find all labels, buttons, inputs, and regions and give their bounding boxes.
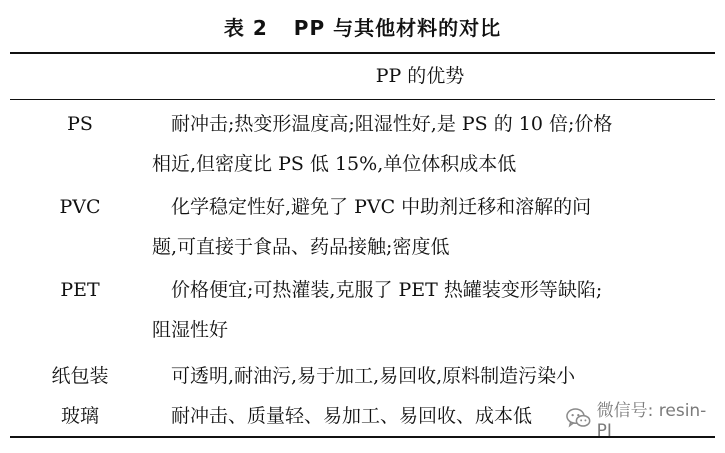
table-caption-number: 表 2 — [223, 16, 268, 40]
row-advantages-line: 题,可直接于食品、药品接触;密度低 — [152, 236, 450, 258]
table-caption — [0, 12, 725, 41]
table-top-rule — [10, 52, 715, 54]
row-advantages-line: 耐冲击;热变形温度高;阻湿性好,是 PS 的 10 倍;价格 — [171, 113, 613, 135]
wechat-icon — [566, 407, 591, 429]
column-header: PP 的优势 — [375, 65, 465, 87]
row-advantages-line: 耐冲击、质量轻、易加工、易回收、成本低 — [171, 405, 533, 427]
row-advantages — [152, 356, 712, 396]
table-caption-title: PP 与其他材料的对比 — [293, 16, 502, 40]
row-advantages-line: 相近,但密度比 PS 低 15%,单位体积成本低 — [152, 153, 517, 175]
row-advantages-line: 可透明,耐油污,易于加工,易回收,原料制造污染小 — [171, 365, 576, 387]
row-advantages-line: 化学稳定性好,避免了 PVC 中助剂迁移和溶解的问 — [171, 196, 592, 218]
row-material-label: PVC — [59, 196, 101, 218]
wechat-watermark — [560, 400, 725, 441]
row-advantages-line: 价格便宜;可热灌装,克服了 PET 热罐装变形等缺陷; — [171, 279, 603, 301]
row-advantages — [152, 187, 712, 267]
row-material-label: 纸包装 — [51, 365, 109, 387]
row-advantages — [152, 270, 712, 350]
row-material-label: PET — [60, 279, 100, 301]
watermark-text: 微信号: resin-PI — [596, 400, 707, 441]
row-advantages-line: 阻湿性好 — [152, 319, 229, 341]
row-material-label: 玻璃 — [60, 405, 99, 427]
row-material-label: PS — [67, 113, 93, 135]
table-header-rule — [10, 99, 715, 100]
row-advantages — [152, 104, 712, 184]
